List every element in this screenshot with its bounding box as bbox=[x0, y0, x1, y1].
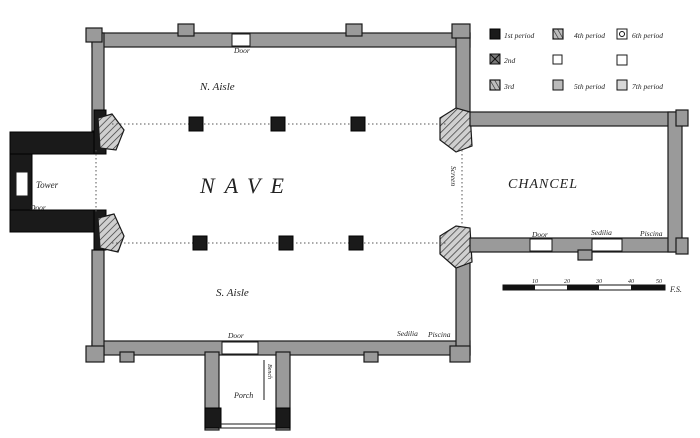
scale-bar bbox=[503, 278, 682, 294]
scale-tick-4: 40 bbox=[628, 279, 634, 285]
sedilia-recess bbox=[592, 239, 622, 251]
porch-se-base bbox=[276, 408, 290, 428]
north-door-label: Door bbox=[234, 46, 250, 55]
north-aisle-label: N. Aisle bbox=[200, 81, 235, 93]
north-arcade bbox=[112, 117, 446, 131]
buttress bbox=[364, 352, 378, 362]
legend-label-1: 1st period bbox=[504, 31, 535, 40]
legend-swatch-6 bbox=[553, 80, 563, 90]
legend-swatch-3 bbox=[490, 80, 500, 90]
legend-label-6: 5th period bbox=[574, 82, 606, 91]
tower-label: Tower bbox=[36, 180, 59, 190]
tower-door-label: Door bbox=[30, 203, 46, 212]
pier bbox=[193, 236, 207, 250]
aisle-piscina-label: Piscina bbox=[428, 330, 451, 339]
porch-sw-base bbox=[205, 408, 221, 428]
buttress bbox=[86, 346, 104, 362]
scale-tick-5: 50 bbox=[656, 279, 662, 285]
tower-west-opening bbox=[16, 172, 28, 196]
tower-south-wall bbox=[10, 210, 96, 232]
chancel-piscina-label: Piscina bbox=[640, 229, 663, 238]
north-wall bbox=[92, 33, 470, 47]
scale-tick-3: 30 bbox=[596, 279, 602, 285]
chancel-label: CHANCEL bbox=[508, 177, 579, 192]
legend-label-4: 4th period bbox=[574, 31, 606, 40]
chancel-door-opening bbox=[530, 239, 552, 251]
south-arcade bbox=[112, 236, 446, 250]
legend-label-7: 6th period bbox=[632, 31, 664, 40]
chancel-south-wall bbox=[470, 238, 682, 252]
buttress bbox=[676, 110, 688, 126]
legend bbox=[490, 29, 663, 91]
chancel-door-label: Door bbox=[532, 230, 548, 239]
screen-label: Screen bbox=[449, 166, 458, 187]
legend-label-2: 2nd bbox=[504, 56, 516, 65]
chancel-sedilia-label: Sedilia bbox=[591, 228, 612, 237]
tower-north-wall bbox=[10, 132, 96, 154]
aisle-sedilia-label: Sedilia bbox=[397, 329, 418, 338]
legend-swatch-8 bbox=[617, 55, 627, 65]
chancel-arch-pier-south bbox=[440, 226, 472, 268]
porch-bench-label: Bench bbox=[266, 364, 272, 379]
north-door-opening bbox=[232, 34, 250, 46]
west-wall-south bbox=[92, 250, 104, 355]
chancel-east-wall bbox=[668, 112, 682, 252]
pier bbox=[351, 117, 365, 131]
chancel-north-wall bbox=[470, 112, 682, 126]
buttress bbox=[450, 346, 470, 362]
pier bbox=[189, 117, 203, 131]
pier bbox=[349, 236, 363, 250]
buttress bbox=[120, 352, 134, 362]
nave-label: NAVE bbox=[200, 173, 294, 198]
legend-swatch-9 bbox=[617, 80, 627, 90]
legend-swatch-7 bbox=[617, 29, 627, 39]
buttress bbox=[578, 250, 592, 260]
legend-swatch-4 bbox=[553, 29, 563, 39]
buttress bbox=[346, 24, 362, 36]
south-aisle-label: S. Aisle bbox=[216, 287, 249, 299]
buttress bbox=[178, 24, 194, 36]
pier bbox=[271, 117, 285, 131]
buttress bbox=[86, 28, 102, 42]
scale-tick-2: 20 bbox=[564, 279, 570, 285]
porch-label: Porch bbox=[234, 391, 254, 400]
buttress bbox=[676, 238, 688, 254]
south-door-label: Door bbox=[228, 331, 244, 340]
chancel-arch-pier-north bbox=[440, 108, 472, 152]
legend-label-9: 7th period bbox=[632, 82, 664, 91]
legend-label-3: 3rd bbox=[504, 82, 515, 91]
pier bbox=[279, 236, 293, 250]
buttress bbox=[452, 24, 470, 38]
west-pier-north bbox=[98, 114, 124, 150]
south-door-opening bbox=[222, 342, 258, 354]
legend-swatch-5 bbox=[553, 55, 562, 64]
west-pier-south bbox=[98, 214, 124, 252]
scale-tick-1: 10 bbox=[532, 279, 538, 285]
scale-unit-label: F.S. bbox=[670, 285, 682, 294]
legend-swatch-1 bbox=[490, 29, 500, 39]
